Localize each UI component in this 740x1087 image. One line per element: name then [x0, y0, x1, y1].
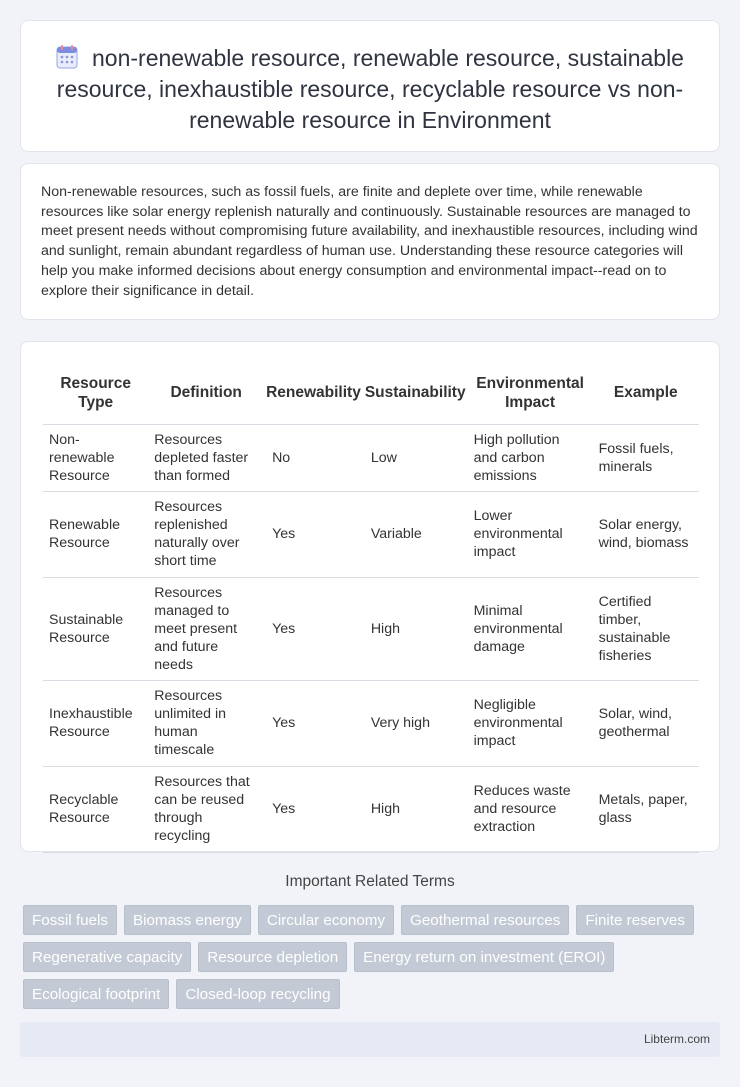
- calendar-icon: [56, 45, 78, 69]
- table-header-row: [43, 362, 699, 424]
- table-cell: Negligible environmental impact: [468, 680, 593, 766]
- table-cell: Resources managed to meet present and future needs: [148, 577, 264, 680]
- title-card: [20, 20, 720, 152]
- table-cell: Very high: [363, 680, 468, 766]
- column-header: Resource Type: [43, 362, 148, 424]
- page-title: [51, 43, 689, 136]
- table-row: [43, 424, 699, 491]
- related-term-tag[interactable]: Circular economy: [258, 905, 394, 935]
- related-term-tag[interactable]: Ecological footprint: [23, 979, 169, 1009]
- table-cell: Sustainable Resource: [43, 577, 148, 680]
- table-row: [43, 491, 699, 577]
- table-cell: Variable: [363, 491, 468, 577]
- table-cell: Yes: [264, 491, 363, 577]
- related-term-tag[interactable]: Biomass energy: [124, 905, 251, 935]
- table-cell: Fossil fuels, minerals: [593, 424, 699, 491]
- related-term-tag[interactable]: Fossil fuels: [23, 905, 117, 935]
- footer-site-link[interactable]: Libterm.com: [643, 1032, 710, 1046]
- table-cell: Resources unlimited in human timescale: [148, 680, 264, 766]
- table-row: [43, 680, 699, 766]
- related-term-tag[interactable]: Resource depletion: [198, 942, 347, 972]
- intro-card: [20, 163, 720, 320]
- table-cell: Certified timber, sustainable fisheries: [593, 577, 699, 680]
- table-cell: Yes: [264, 766, 363, 852]
- table-cell: Solar, wind, geothermal: [593, 680, 699, 766]
- table-cell: Resources depleted faster than formed: [148, 424, 264, 491]
- related-term-tag[interactable]: Regenerative capacity: [23, 942, 191, 972]
- intro-paragraph: Non-renewable resources, such as fossil fuels, are finite and deplete over time, while renewable resources like solar energy replenish naturally and continuously. Sustainable resources are managed to meet present needs without compromising future availability, and inexhaustible resources, including wind and sunlight, remain abundant regardless of human use. Understanding these resource categories will help you make informed decisions about energy consumption and environmental impact--read on to explore their significance in detail.: [41, 184, 698, 299]
- table-cell: Yes: [264, 680, 363, 766]
- related-term-tag[interactable]: Energy return on investment (EROI): [354, 942, 614, 972]
- table-cell: Metals, paper, glass: [593, 766, 699, 852]
- table-cell: Low: [363, 424, 468, 491]
- table-cell: Resources replenished naturally over short time: [148, 491, 264, 577]
- column-header: Renewability: [264, 362, 363, 424]
- related-term-tag[interactable]: Closed-loop recycling: [176, 979, 339, 1009]
- table-cell: High: [363, 766, 468, 852]
- page-title-text: non-renewable resource, renewable resource, sustainable resource, inexhaustible resource, recyclable resource vs non-renewable resource in Environment: [56, 45, 684, 133]
- table-cell: High pollution and carbon emissions: [468, 424, 593, 491]
- table-cell: High: [363, 577, 468, 680]
- table-body: [43, 424, 699, 852]
- table-row: [43, 766, 699, 852]
- column-header: Sustainability: [363, 362, 468, 424]
- table-cell: Yes: [264, 577, 363, 680]
- table-cell: Solar energy, wind, biomass: [593, 491, 699, 577]
- related-terms-title: Important Related Terms: [285, 873, 455, 890]
- table-cell: Recyclable Resource: [43, 766, 148, 852]
- related-term-tag[interactable]: Finite reserves: [576, 905, 694, 935]
- footer: [20, 1022, 720, 1057]
- column-header: Example: [593, 362, 699, 424]
- related-term-tag[interactable]: Geothermal resources: [401, 905, 569, 935]
- comparison-table: [43, 362, 699, 853]
- table-cell: Minimal environmental damage: [468, 577, 593, 680]
- table-cell: Inexhaustible Resource: [43, 680, 148, 766]
- table-cell: Non-renewable Resource: [43, 424, 148, 491]
- table-cell: Renewable Resource: [43, 491, 148, 577]
- table-cell: Resources that can be reused through recycling: [148, 766, 264, 852]
- column-header: Environmental Impact: [468, 362, 593, 424]
- table-cell: Reduces waste and resource extraction: [468, 766, 593, 852]
- table-cell: No: [264, 424, 363, 491]
- column-header: Definition: [148, 362, 264, 424]
- table-card: [20, 341, 720, 852]
- table-row: [43, 577, 699, 680]
- table-cell: Lower environmental impact: [468, 491, 593, 577]
- related-terms-list: [23, 905, 723, 1009]
